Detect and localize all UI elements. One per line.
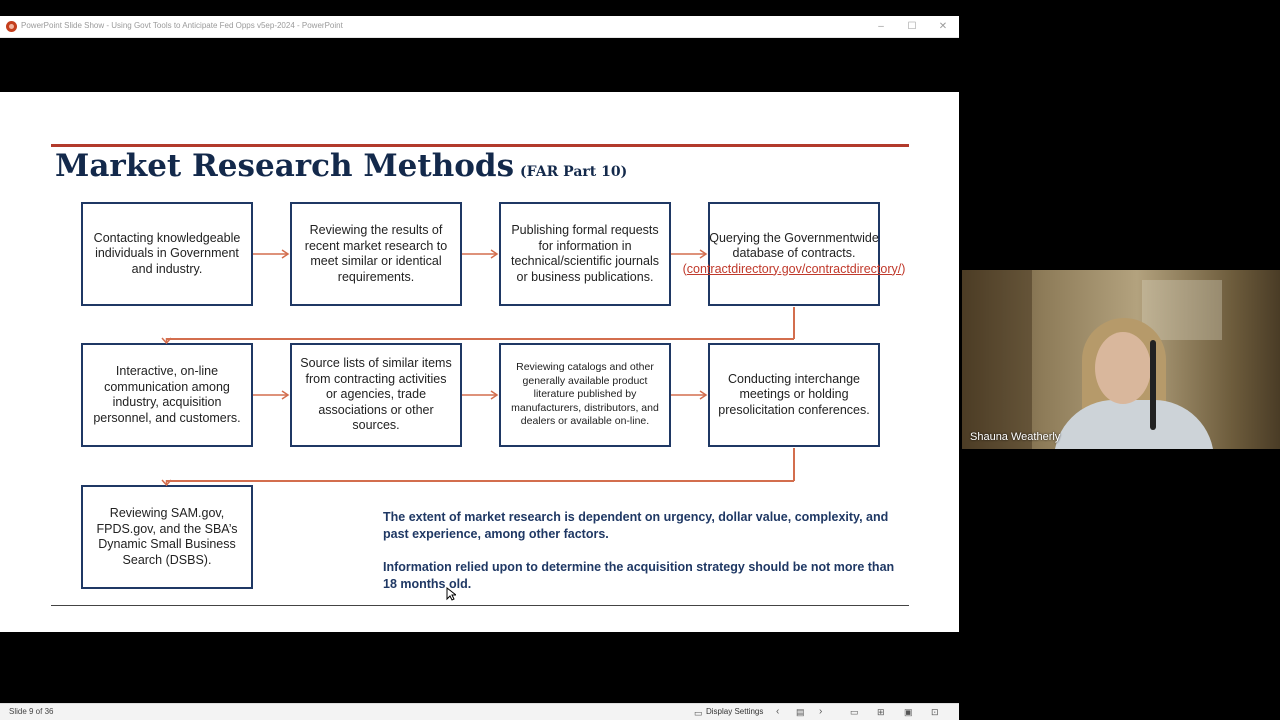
- flow-arrow: [671, 249, 708, 259]
- connector-arrowhead: [161, 480, 173, 486]
- connector-line: [166, 338, 794, 340]
- method-text: Interactive, on-line communication among industry, acquisition personnel, and customers.: [93, 364, 241, 425]
- method-box-2: [290, 202, 462, 306]
- video-background: [962, 270, 1032, 449]
- slideshow-status-bar: [0, 703, 959, 720]
- display-settings-icon[interactable]: ▭: [694, 708, 703, 718]
- method-text: Publishing formal requests for information in technical/scientific journals or business publications.: [511, 223, 659, 284]
- slide-counter: Slide 9 of 36: [9, 707, 54, 716]
- window-title: PowerPoint Slide Show - Using Govt Tools to Anticipate Fed Opps v5ep-2024 - PowerPoint: [21, 21, 343, 30]
- flow-arrow: [462, 390, 499, 400]
- method-box-7: [499, 343, 671, 447]
- minimize-button[interactable]: –: [878, 21, 884, 32]
- maximize-button[interactable]: ☐: [907, 21, 917, 32]
- connector-arrowhead: [161, 338, 173, 344]
- link-prefix: (: [682, 261, 687, 276]
- reading-view-icon[interactable]: ▣: [904, 707, 913, 717]
- flow-arrow: [253, 249, 290, 259]
- speaker-video-tile[interactable]: [962, 270, 1280, 449]
- connector-line: [793, 448, 795, 481]
- method-box-4-content: [683, 231, 906, 278]
- connector-line: [793, 307, 795, 339]
- title-bar: [0, 16, 959, 38]
- speaker-figure: [1095, 332, 1151, 404]
- speaker-figure: [1054, 400, 1214, 449]
- previous-icon[interactable]: ‹: [776, 706, 780, 717]
- method-box-3: [499, 202, 671, 306]
- method-text: Reviewing SAM.gov, FPDS.gov, and the SBA’s Dynamic Small Business Search (DSBS).: [96, 506, 238, 567]
- method-box-8: [708, 343, 880, 447]
- close-button[interactable]: ✕: [938, 21, 948, 32]
- method-text: Querying the Governmentwide database of contracts.: [709, 230, 879, 261]
- title-accent-rule: [51, 144, 909, 147]
- bottom-rule: [51, 605, 909, 606]
- speaker-name-label: Shauna Weatherly: [970, 431, 1061, 443]
- flow-arrow: [671, 390, 708, 400]
- normal-view-icon[interactable]: ▭: [850, 707, 859, 717]
- method-text: Reviewing catalogs and other generally available product literature published by manufacturers, distributors, and dealers or available on-line.: [511, 361, 659, 428]
- method-text: Source lists of similar items from contracting activities or agencies, trade associations or other sources.: [300, 356, 452, 433]
- slide-canvas[interactable]: [0, 92, 959, 632]
- method-box-4: [682, 202, 906, 306]
- method-box-9: [81, 485, 253, 589]
- headset-cable: [1150, 340, 1156, 430]
- slideshow-icon[interactable]: ⊡: [931, 707, 939, 717]
- connector-line: [166, 480, 794, 482]
- slide-title-subtitle: (FAR Part 10): [520, 164, 628, 180]
- note-information-age: Information relied upon to determine the acquisition strategy should be not more than 18 months old.: [383, 560, 895, 591]
- display-settings-button[interactable]: Display Settings: [706, 707, 764, 716]
- slide-sorter-icon[interactable]: ⊞: [877, 707, 885, 717]
- powerpoint-app-icon: [6, 21, 17, 32]
- link-suffix: ): [901, 261, 906, 276]
- method-box-1: [81, 202, 253, 306]
- contract-directory-link[interactable]: contractdirectory.gov/contractdirectory/: [686, 261, 902, 276]
- mouse-cursor-icon: [446, 587, 456, 601]
- notes-icon[interactable]: ▤: [796, 707, 805, 717]
- next-icon[interactable]: ›: [819, 706, 823, 717]
- method-box-5: [81, 343, 253, 447]
- slide-title: [55, 148, 627, 184]
- note-extent: The extent of market research is dependent on urgency, dollar value, complexity, and past experience, among other factors.: [383, 510, 889, 541]
- flow-arrow: [253, 390, 290, 400]
- method-text: Contacting knowledgeable individuals in Government and industry.: [93, 230, 241, 276]
- slide-title-main: Market Research Methods: [55, 148, 515, 184]
- flow-arrow: [462, 249, 499, 259]
- method-text: Conducting interchange meetings or holding presolicitation conferences.: [718, 371, 870, 417]
- method-box-6: [290, 343, 462, 447]
- powerpoint-window: [0, 16, 959, 718]
- method-text: Reviewing the results of recent market research to meet similar or identical requirements.: [304, 223, 448, 284]
